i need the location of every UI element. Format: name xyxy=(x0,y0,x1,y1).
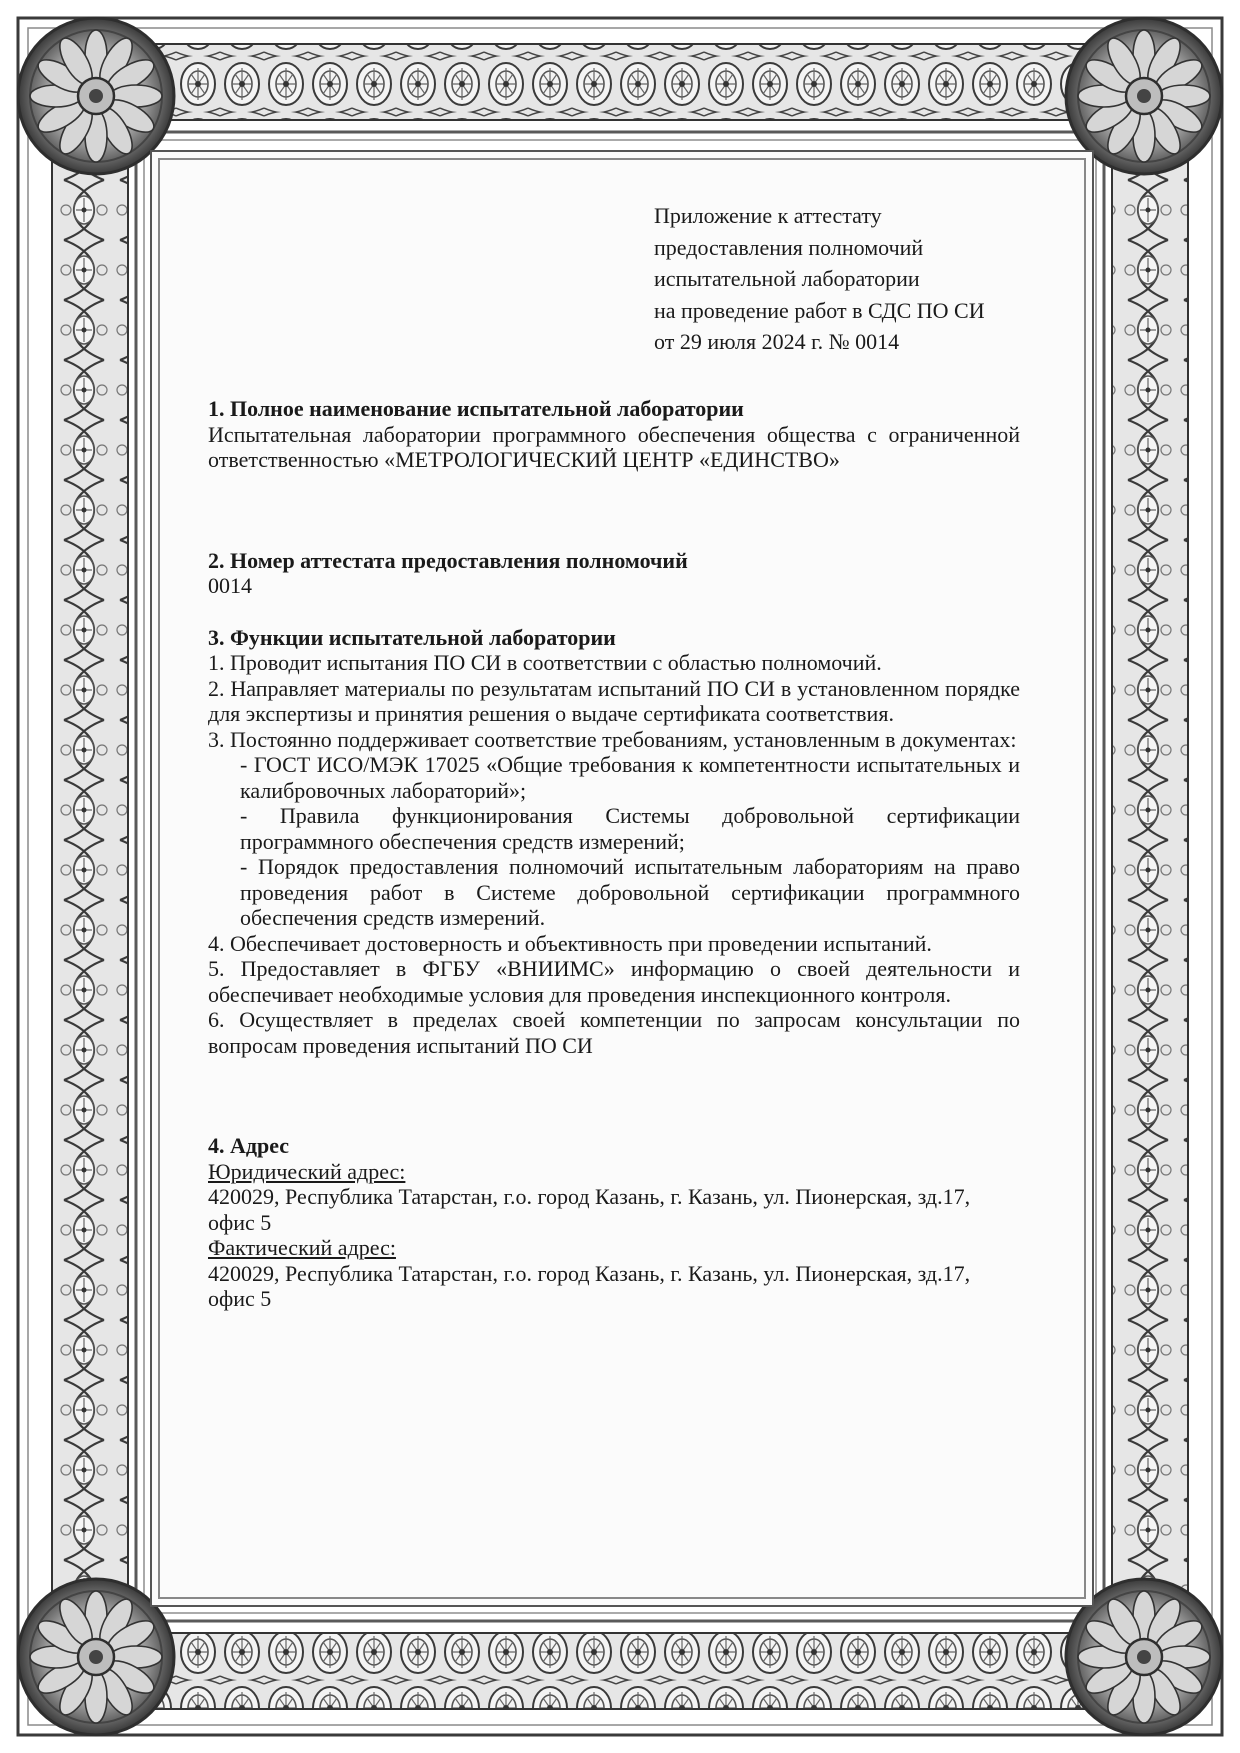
legal-address-label: Юридический адрес: xyxy=(208,1158,406,1184)
header-line: предоставления полномочий xyxy=(654,234,924,260)
header-line: Приложение к аттестату xyxy=(654,203,882,228)
function-item: 3. Постоянно поддерживает соответствие требованиям, установленным в документах: xyxy=(208,726,1017,752)
document-ref: - Порядок предоставления полномочий испытательным лабораториям на право проведения работ в Системе добровольной сертификации программного обеспечения средств измерений. xyxy=(240,854,1020,930)
actual-address: 420029, Республика Татарстан, г.о. город Казань, г. Казань, ул. Пионерская, зд.17, офис 5 xyxy=(208,1260,971,1311)
appendix-header xyxy=(654,200,1054,358)
legal-address: 420029, Республика Татарстан, г.о. город Казань, г. Казань, ул. Пионерская, зд.17, офис 5 xyxy=(208,1184,971,1235)
section-3-title: 3. Функции испытательной лаборатории xyxy=(208,624,616,650)
section-2-title: 2. Номер аттестата предоставления полномочий xyxy=(208,547,688,573)
section-1-title: 1. Полное наименование испытательной лаборатории xyxy=(208,396,744,421)
certificate-number: 0014 xyxy=(208,573,252,598)
function-item: 2. Направляет материалы по результатам испытаний ПО СИ в установленном порядке для экспертизы и принятия решения о выдаче сертификата соответствия. xyxy=(208,675,1020,726)
header-line: испытательной лаборатории xyxy=(654,266,920,291)
actual-address-label: Фактический адрес: xyxy=(208,1235,396,1260)
function-item: 4. Обеспечивает достоверность и объективность при проведении испытаний. xyxy=(208,930,932,956)
section-4-title: 4. Адрес xyxy=(208,1133,290,1158)
function-item: 5. Предоставляет в ФГБУ «ВНИИМС» информацию о своей деятельности и обеспечивает необходимые условия для проведения инспекционного контроля. xyxy=(208,956,1020,1007)
document-ref: - Правила функционирования Системы добровольной сертификации программного обеспечения средств измерений; xyxy=(240,803,1020,854)
document-body xyxy=(208,396,1020,1312)
function-item: 6. Осуществляет в пределах своей компетенции по запросам консультации по вопросам проведения испытаний ПО СИ xyxy=(208,1007,1020,1058)
function-item: 1. Проводит испытания ПО СИ в соответствии с областью полномочий. xyxy=(208,650,882,675)
header-line: на проведение работ в СДС ПО СИ xyxy=(654,297,985,323)
lab-full-name: Испытательная лаборатории программного обеспечения общества с ограниченной ответственностью «МЕТРОЛОГИЧЕСКИЙ ЦЕНТР «ЕДИНСТВО» xyxy=(208,421,1020,472)
document-ref: - ГОСТ ИСО/МЭК 17025 «Общие требования к компетентности испытательных и калибровочных лабораторий»; xyxy=(240,752,1020,803)
header-line: от 29 июля 2024 г. № 0014 xyxy=(654,329,900,354)
